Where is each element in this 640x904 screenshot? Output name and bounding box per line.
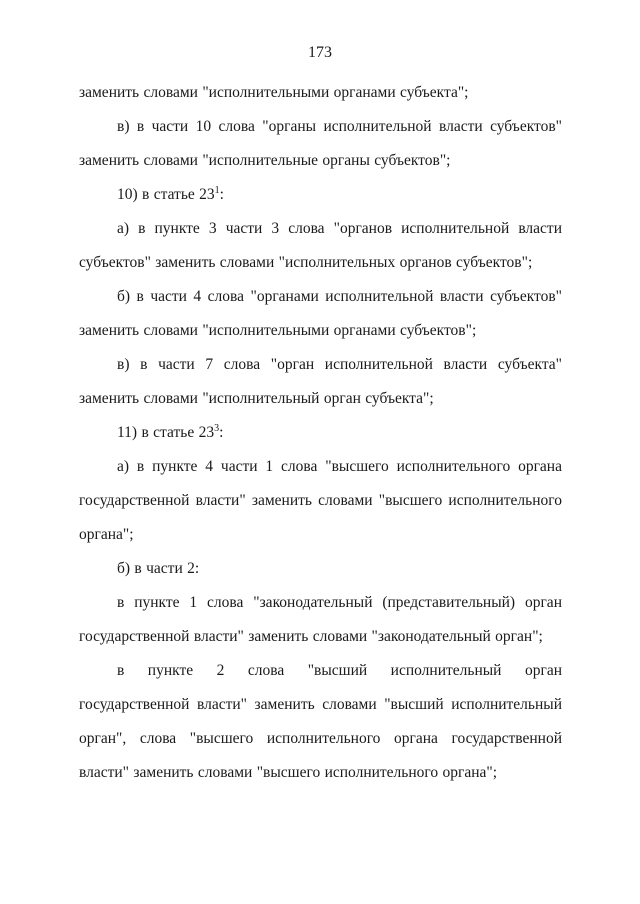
paragraph-tail: : bbox=[219, 186, 224, 203]
paragraph bbox=[79, 280, 562, 348]
paragraph bbox=[79, 348, 562, 416]
paragraph-text: заменить словами "исполнительными органами субъекта"; bbox=[79, 84, 469, 101]
paragraph-text: а) в пункте 3 части 3 слова "органов исполнительной власти субъектов" заменить словами "исполнительных органов субъектов"; bbox=[79, 220, 562, 271]
paragraph-text: в пункте 2 слова "высший исполнительный орган государственной власти" заменить словами "высший исполнительный орган", слова "высшего исполнительного органа государственной власти" заменить словами "высшего исполнительного органа"; bbox=[79, 662, 562, 781]
paragraph-text: 10) в статье 23 bbox=[117, 186, 215, 203]
superscript: 1 bbox=[214, 184, 220, 196]
superscript: 3 bbox=[214, 422, 220, 434]
paragraph bbox=[79, 586, 562, 654]
document-body bbox=[79, 76, 562, 790]
paragraph bbox=[79, 416, 562, 450]
paragraph-text: в) в части 7 слова "орган исполнительной власти субъекта" заменить словами "исполнительный орган субъекта"; bbox=[79, 356, 562, 407]
paragraph-text: в) в части 10 слова "органы исполнительной власти субъектов" заменить словами "исполнительные органы субъектов"; bbox=[79, 118, 562, 169]
paragraph bbox=[79, 212, 562, 280]
paragraph-text: в пункте 1 слова "законодательный (представительный) орган государственной власти" заменить словами "законодательный орган"; bbox=[79, 594, 562, 645]
paragraph bbox=[79, 178, 562, 212]
paragraph bbox=[79, 450, 562, 552]
page-number: 173 bbox=[308, 44, 332, 61]
paragraph bbox=[79, 552, 562, 586]
paragraph-text: б) в части 2: bbox=[117, 560, 200, 577]
paragraph-tail: : bbox=[219, 424, 224, 441]
paragraph-text: б) в части 4 слова "органами исполнительной власти субъектов" заменить словами "исполнительными органами субъектов"; bbox=[79, 288, 562, 339]
paragraph bbox=[79, 110, 562, 178]
paragraph-text: а) в пункте 4 части 1 слова "высшего исполнительного органа государственной власти" заменить словами "высшего исполнительного органа"; bbox=[79, 458, 562, 543]
paragraph bbox=[79, 76, 562, 110]
paragraph-text: 11) в статье 23 bbox=[117, 424, 215, 441]
paragraph bbox=[79, 654, 562, 790]
